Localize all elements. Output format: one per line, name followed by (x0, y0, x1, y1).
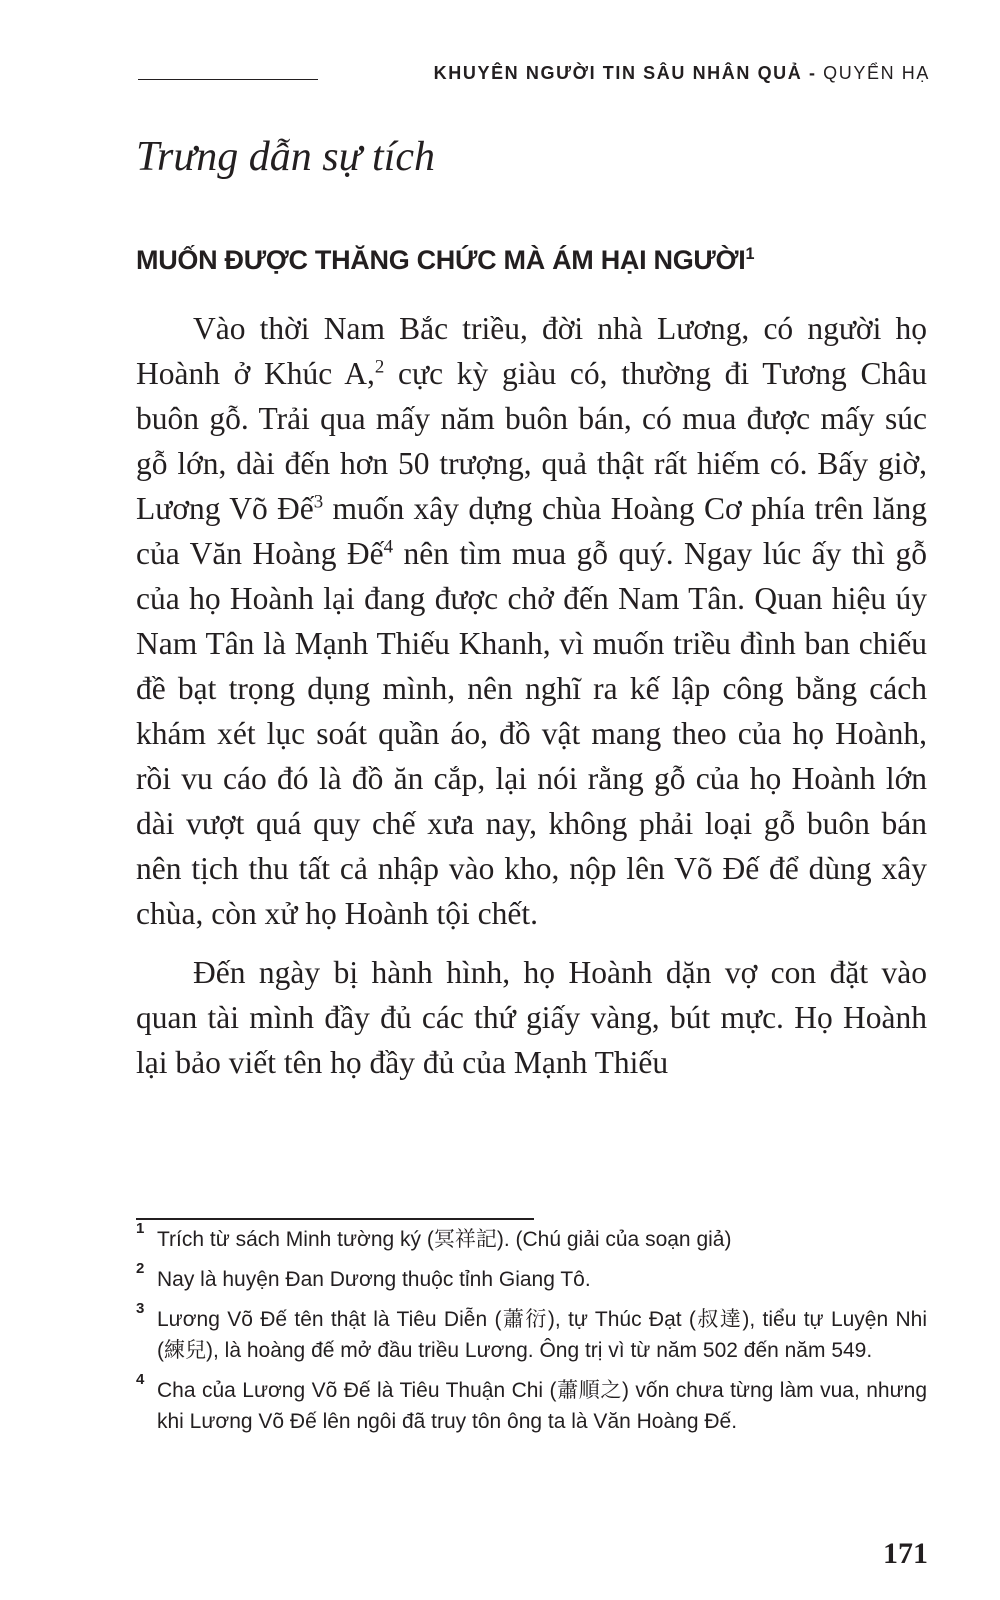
paragraph-1-part-4: nên tìm mua gỗ quý. Ngay lúc ấy thì gỗ của họ Hoành lại đang được chở đến Nam Tân. Quan hiệu úy Nam Tân là Mạnh Thiếu Khanh, vì muốn triều đình ban chiếu đề bạt trọng dụng mình, nên nghĩ ra kế lập công bằng cách khám xét lục soát quần áo, đồ vật mang theo của họ Hoành, rồi vu cáo đó là đồ ăn cắp, lại nói rằng gỗ của họ Hoành lớn dài vượt quá quy chế xưa nay, không phải loại gỗ buôn bán nên tịch thu tất cả nhập vào kho, nộp lên Võ Đế để dùng xây chùa, còn xử họ Hoành tội chết. (136, 536, 927, 931)
paragraph-1-part-2: cực kỳ giàu có, thường đi Tương Châu buôn gỗ. Trải qua mấy năm buôn bán, có mua được mấy súc gỗ lớn, dài đến hơn 50 trượng, quả thật rất hiếm có. Bấy giờ, Lương Võ Đế (136, 356, 927, 526)
footnotes (136, 1220, 927, 1446)
body-text (136, 306, 927, 1085)
footnote-text: Nay là huyện Đan Dương thuộc tỉnh Giang Tô. (157, 1268, 591, 1291)
running-head (434, 63, 930, 84)
footnote-3 (136, 1300, 927, 1366)
footnote-1 (136, 1220, 927, 1255)
header-rule (138, 79, 318, 80)
footnote-mark: 1 (136, 1220, 145, 1237)
footnote-4 (136, 1371, 927, 1437)
paragraph-1-part-3: muốn xây dựng chùa Hoàng Cơ phía trên lăng của Văn Hoàng Đế (136, 491, 927, 571)
footnote-text: Trích từ sách Minh tường ký (冥祥記). (Chú giải của soạn giả) (157, 1228, 732, 1251)
running-head-title: KHUYÊN NGƯỜI TIN SÂU NHÂN QUẢ (433, 63, 803, 83)
paragraph-2: Đến ngày bị hành hình, họ Hoành dặn vợ con đặt vào quan tài mình đầy đủ các thứ giấy vàng, bút mực. Họ Hoành lại bảo viết tên họ đầy đủ của Mạnh Thiếu (136, 955, 927, 1080)
paragraph-1-part-1: Vào thời Nam Bắc triều, đời nhà Lương, có người họ Hoành ở Khúc A, (136, 311, 927, 391)
footnote-mark: 4 (136, 1371, 145, 1388)
footnote-text: Lương Võ Đế tên thật là Tiêu Diễn (蕭衍), tự Thúc Đạt (叔達), tiểu tự Luyện Nhi (練兒), là hoàng đế mở đầu triều Lương. Ông trị vì từ năm 502 đến năm 549. (157, 1308, 927, 1362)
running-head-separator: - (802, 63, 824, 83)
footnote-ref-3: 3 (313, 491, 324, 513)
section-title: Trưng dẫn sự tích (136, 134, 436, 180)
story-heading-text: MUỐN ĐƯỢC THĂNG CHỨC MÀ ÁM HẠI NGƯỜI (136, 245, 746, 275)
footnote-ref-1: 1 (745, 245, 755, 263)
footnote-ref-2: 2 (374, 356, 385, 378)
footnote-ref-4: 4 (383, 536, 394, 558)
footnote-rule (136, 1218, 534, 1220)
footnote-mark: 3 (136, 1300, 145, 1317)
footnote-text: Cha của Lương Võ Đế là Tiêu Thuận Chi (蕭順之) vốn chưa từng làm vua, nhưng khi Lương Võ Đế lên ngôi đã truy tôn ông ta là Văn Hoàng Đế. (157, 1379, 927, 1433)
page-number: 171 (883, 1537, 928, 1570)
running-head-volume: QUYỂN HẠ (823, 63, 930, 83)
story-heading (136, 243, 754, 277)
paragraph-1 (136, 306, 927, 936)
footnote-mark: 2 (136, 1260, 145, 1277)
footnote-2 (136, 1260, 927, 1295)
